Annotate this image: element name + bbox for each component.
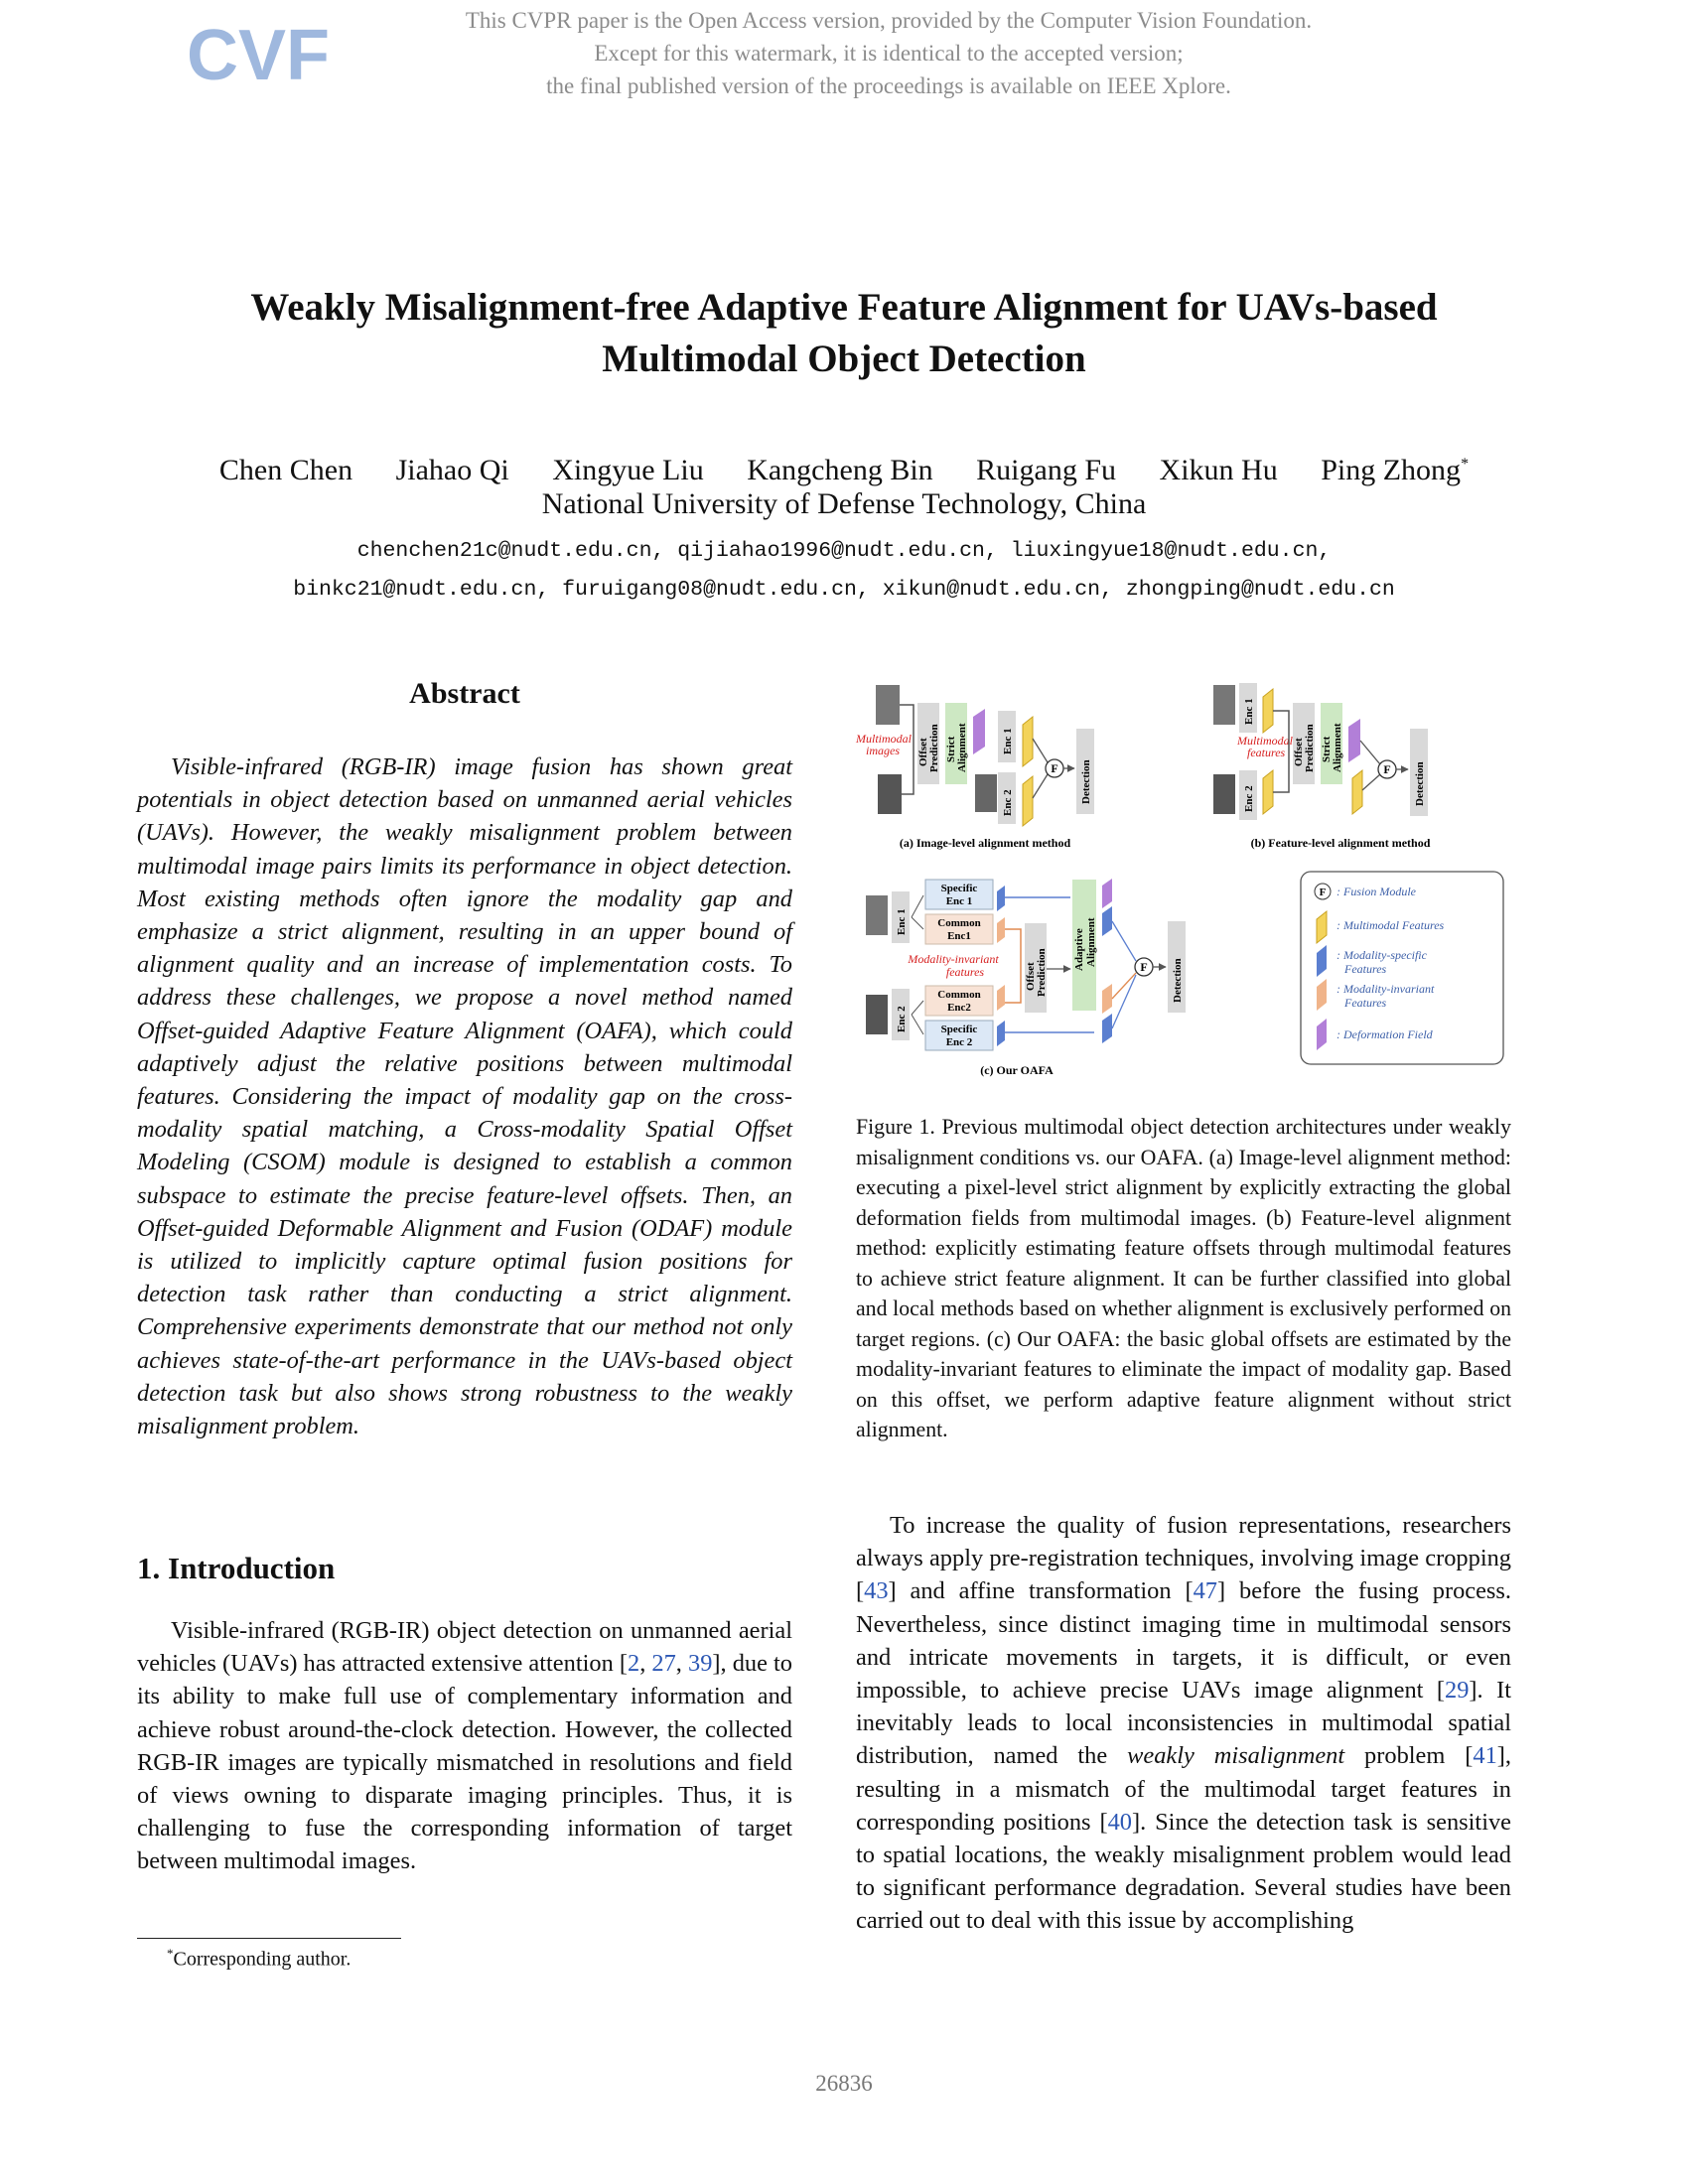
legend-label: : Fusion Module xyxy=(1336,885,1416,898)
adaptive-alignment-label: Alignment xyxy=(1085,917,1097,967)
connector xyxy=(1362,774,1380,790)
specific-encoder-label: Specific xyxy=(940,1024,978,1035)
rgb-image-thumbnail xyxy=(876,685,900,725)
introduction-paragraph xyxy=(137,1614,792,1878)
text-run: Visible-infrared (RGB-IR) object detection on unmanned aerial vehicles (UAVs) has attracted extensive attention [ xyxy=(137,1617,792,1678)
text-run: ]. It inevitably leads to local inconsistencies in multimodal spatial distribution, named the xyxy=(856,1677,1511,1770)
offset-prediction-label: Offset xyxy=(1025,962,1037,991)
deformation-field-icon xyxy=(973,709,985,754)
encoder-1-label: Enc 1 xyxy=(896,908,908,935)
legend-label: Features xyxy=(1344,962,1387,976)
corresponding-mark: * xyxy=(1461,456,1470,473)
text-run: ] before the fusing process. Nevertheless, since distinct imaging time in multimodal sensors and intricate movements in targets, it is difficult, or even impossible, to achieve precise UAVs image alignment [ xyxy=(856,1577,1511,1705)
text-run: ] and affine transformation [ xyxy=(888,1577,1194,1605)
multimodal-feature-icon xyxy=(1023,776,1033,826)
cvf-logo-text: CVF xyxy=(187,16,330,95)
text-run: problem [ xyxy=(1344,1742,1474,1770)
panel-c xyxy=(866,879,1186,1077)
multimodal-images-label: images xyxy=(866,744,900,757)
watermark-line: Except for this watermark, it is identical to the accepted version; xyxy=(594,41,1184,66)
connector xyxy=(900,705,914,794)
ir-image-thumbnail xyxy=(866,995,888,1034)
specific-encoder-label: Enc 1 xyxy=(945,895,973,907)
encoder-1-label: Enc 1 xyxy=(1243,698,1255,725)
detection-label: Detection xyxy=(1414,761,1426,806)
connector xyxy=(1112,921,1136,961)
encoder-1-label: Enc 1 xyxy=(1002,728,1014,754)
modality-specific-feature-icon xyxy=(1102,1014,1112,1043)
common-encoder-label: Enc1 xyxy=(947,930,971,942)
footnote-divider xyxy=(137,1938,401,1939)
legend-label: : Deformation Field xyxy=(1336,1027,1433,1041)
offset-prediction-label: Prediction xyxy=(1036,948,1048,997)
offset-prediction-label: Prediction xyxy=(1304,724,1316,772)
encoder-2-label: Enc 2 xyxy=(896,1006,908,1032)
fusion-symbol: F xyxy=(1383,762,1391,776)
deformation-field-icon xyxy=(1348,719,1360,762)
multimodal-feature-icon xyxy=(1023,717,1033,766)
panel-a-caption: (a) Image-level alignment method xyxy=(899,836,1071,850)
encoder-2-label: Enc 2 xyxy=(1243,785,1255,812)
email-line: binkc21@nudt.edu.cn, furuigang08@nudt.edu.cn, xikun@nudt.edu.cn, zhongping@nudt.edu.cn xyxy=(293,578,1395,602)
modality-specific-feature-icon xyxy=(1102,906,1112,936)
specific-encoder-label: Specific xyxy=(940,883,978,894)
multimodal-feature-icon xyxy=(1352,770,1362,814)
connector xyxy=(912,1015,923,1034)
watermark-line: This CVPR paper is the Open Access version, provided by the Computer Vision Foundation. xyxy=(465,8,1313,33)
cvf-logo xyxy=(185,14,330,95)
connector xyxy=(912,1001,923,1015)
multimodal-features-label: Multimodal xyxy=(1237,734,1293,748)
strict-alignment-label: Alignment xyxy=(956,723,968,772)
modality-invariant-label: Modality-invariant xyxy=(908,952,999,966)
author-name: Xingyue Liu xyxy=(552,454,704,486)
email-list xyxy=(79,532,1609,610)
footnote-mark: * xyxy=(167,1946,174,1961)
ir-image-thumbnail xyxy=(1213,774,1235,814)
offset-prediction-label: Prediction xyxy=(928,724,940,772)
panel-a xyxy=(855,685,1094,850)
citation-link[interactable]: 41 xyxy=(1473,1742,1497,1770)
detection-label: Detection xyxy=(1172,958,1184,1003)
fusion-symbol: F xyxy=(1051,761,1058,775)
footnote-text: Corresponding author. xyxy=(173,1948,352,1971)
author-name: Xikun Hu xyxy=(1159,454,1278,486)
author-name-corresponding xyxy=(1321,454,1469,486)
modality-invariant-feature-icon xyxy=(997,985,1005,1011)
author-name: Ruigang Fu xyxy=(976,454,1117,486)
legend-label: : Modality-specific xyxy=(1336,948,1427,962)
modality-specific-feature-icon xyxy=(997,886,1005,911)
multimodal-features-label: features xyxy=(1247,746,1286,759)
connector xyxy=(1033,774,1048,798)
legend-label: : Modality-invariant xyxy=(1336,982,1435,996)
common-encoder-label: Enc2 xyxy=(947,1002,971,1014)
connector xyxy=(1112,973,1136,999)
fusion-symbol: F xyxy=(1319,887,1327,898)
connector xyxy=(1033,739,1048,762)
common-encoder-label: Common xyxy=(937,917,981,929)
text-run: To increase the quality of fusion representations, researchers always apply pre-registration techniques, involving image cropping [ xyxy=(856,1512,1511,1605)
strict-alignment-label: Strict xyxy=(1321,736,1333,762)
figure-caption: Figure 1. Previous multimodal object detection architectures under weakly misalignment conditions vs. our OAFA. (a) Image-level alignment method: executing a pixel-level strict alignment by explicitly extracting the global deformation fields from multimodal images. (b) Feature-level alignment method: explicitly estimating feature offsets through multimodal features to achieve strict feature alignment. It can be further classified into global and local methods based on whether alignment is exclusively performed on target regions. (c) Our OAFA: the basic global offsets are estimated by the modality-invariant features to eliminate the impact of modality gap. Based on this offset, we perform adaptive feature alignment without strict alignment. xyxy=(856,1115,1511,1441)
modality-specific-feature-icon xyxy=(997,1021,1005,1046)
connector xyxy=(1005,929,1021,1003)
connector xyxy=(912,895,923,917)
multimodal-images-label: Multimodal xyxy=(856,732,912,746)
encoder-2-label: Enc 2 xyxy=(1002,789,1014,816)
text-run: , xyxy=(639,1650,652,1678)
modality-invariant-feature-icon xyxy=(1102,984,1112,1014)
page-number: 26836 xyxy=(815,2071,873,2096)
citation-link[interactable]: 29 xyxy=(1445,1677,1470,1705)
connector xyxy=(1112,975,1136,1028)
watermark xyxy=(328,4,1450,102)
figure-legend xyxy=(1301,872,1503,1064)
citation-link[interactable]: 2 xyxy=(628,1650,640,1678)
affiliation: National University of Defense Technology, China xyxy=(541,487,1147,520)
connector xyxy=(912,917,923,929)
title-line: Weakly Misalignment-free Adaptive Feature Alignment for UAVs-based xyxy=(250,286,1438,329)
citation-link[interactable]: 43 xyxy=(864,1577,889,1605)
footnote xyxy=(167,1946,351,1972)
connector xyxy=(1360,741,1380,764)
body-paragraph xyxy=(856,1509,1511,1938)
panel-b xyxy=(1213,683,1431,850)
aligned-image-thumbnail xyxy=(975,774,997,812)
figure-1 xyxy=(856,675,1511,1092)
multimodal-feature-icon xyxy=(1263,689,1273,733)
multimodal-feature-icon xyxy=(1263,770,1273,814)
detection-label: Detection xyxy=(1080,759,1092,804)
email-line: chenchen21c@nudt.edu.cn, qijiahao1996@nudt.edu.cn, liuxingyue18@nudt.edu.cn, xyxy=(356,539,1332,563)
fusion-symbol: F xyxy=(1140,960,1148,974)
citation-link[interactable]: 39 xyxy=(688,1650,713,1678)
ir-image-thumbnail xyxy=(878,774,902,814)
modality-invariant-feature-icon xyxy=(997,917,1005,943)
panel-b-caption: (b) Feature-level alignment method xyxy=(1250,836,1431,850)
panel-c-caption: (c) Our OAFA xyxy=(980,1063,1054,1077)
citation-link[interactable]: 27 xyxy=(651,1650,676,1678)
citation-link[interactable]: 47 xyxy=(1193,1577,1217,1605)
strict-alignment-label: Strict xyxy=(945,736,957,762)
author-name: Kangcheng Bin xyxy=(747,454,933,486)
common-encoder-label: Common xyxy=(937,989,981,1001)
text-run: ], resulting in a mismatch of the multimodal target features in corresponding positions [ xyxy=(856,1742,1511,1836)
adaptive-alignment-label: Adaptive xyxy=(1073,928,1085,971)
rgb-image-thumbnail xyxy=(866,895,888,935)
rgb-image-thumbnail xyxy=(1213,685,1235,725)
paper-title xyxy=(149,282,1539,385)
emphasized-term: weakly misalignment xyxy=(1127,1742,1345,1770)
citation-link[interactable]: 40 xyxy=(1107,1808,1132,1836)
legend-label: : Multimodal Features xyxy=(1336,918,1445,932)
watermark-line: the final published version of the proceedings is available on IEEE Xplore. xyxy=(546,73,1231,98)
offset-prediction-label: Offset xyxy=(917,738,929,766)
deformation-field-icon xyxy=(1102,879,1112,908)
text-run: ]. Since the detection task is sensitive to spatial locations, the weakly misalignment problem would lead to significant performance degradation. Several studies have been carried out to deal with this issue by accomplishing xyxy=(856,1808,1511,1935)
strict-alignment-label: Alignment xyxy=(1332,723,1343,772)
author-name: Ping Zhong xyxy=(1321,454,1462,486)
section-heading-introduction: 1. Introduction xyxy=(137,1551,336,1585)
specific-encoder-label: Enc 2 xyxy=(945,1036,973,1048)
abstract-text: Visible-infrared (RGB-IR) image fusion has shown great potentials in object detection based on unmanned aerial vehicles (UAVs). However, the weakly misalignment problem between multimodal image pairs limits its performance in object detection. Most existing methods often ignore the modality gap and emphasize a strict alignment, resulting in an upper bound of alignment quality and an increase of implementation costs. To address these challenges, we propose a novel method named Offset-guided Adaptive Feature Alignment (OAFA), which could adaptively adjust the relative positions between multimodal features. Considering the impact of modality gap on the cross-modality spatial matching, a Cross-modality Spatial Offset Modeling (CSOM) module is designed to establish a common subspace to estimate the precise feature-level offsets. Then, an Offset-guided Deformable Alignment and Fusion (ODAF) module is utilized to implicitly capture optimal fusion positions for detection task rather than conducting a strict alignment. Comprehensive experiments demonstrate that our method not only achieves state-of-the-art performance in the UAVs-based object detection task but also shows strong robustness to the weakly misalignment problem. xyxy=(137,753,792,1440)
text-run: ], due to its ability to make full use of complementary information and achieve robust around-the-clock detection. However, the collected RGB-IR images are typically mismatched in resolutions and field of views owning to disparate imaging principles. Thus, it is challenging to fuse the corresponding information of target between multimodal images. xyxy=(137,1650,793,1875)
offset-prediction-label: Offset xyxy=(1293,738,1305,766)
legend-label: Features xyxy=(1344,996,1387,1010)
title-line: Multimodal Object Detection xyxy=(602,338,1086,380)
abstract-heading: Abstract xyxy=(409,677,520,710)
modality-invariant-label: features xyxy=(945,965,985,979)
author-name: Chen Chen xyxy=(218,454,353,486)
text-run: , xyxy=(675,1650,688,1678)
author-name: Jiahao Qi xyxy=(395,454,509,486)
